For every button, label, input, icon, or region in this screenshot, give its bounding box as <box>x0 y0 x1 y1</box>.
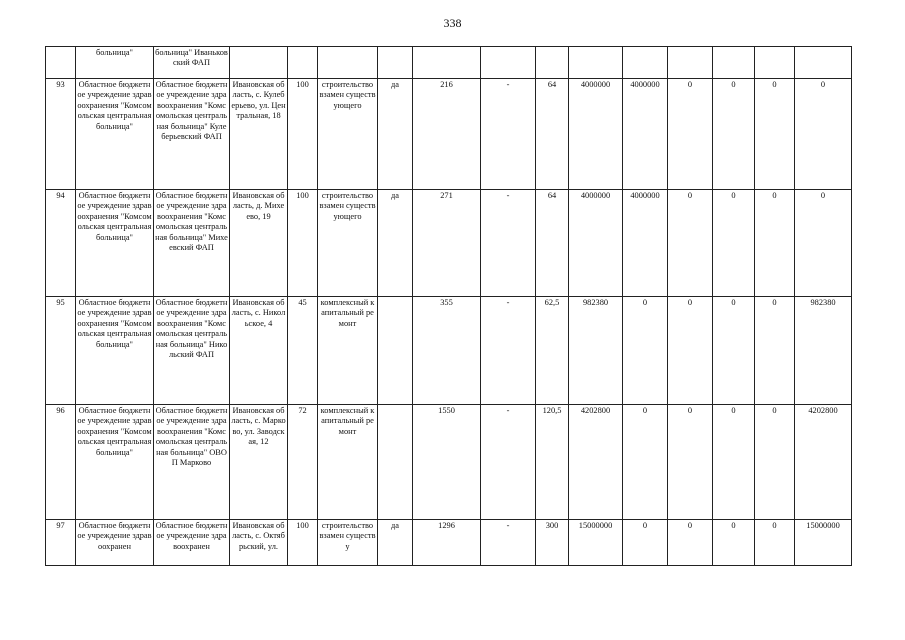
cell-institution: Областное бюджетное учреждение здравоохранения "Комсомольская центральная больница" <box>76 405 154 520</box>
cell-c7 <box>378 47 413 79</box>
cell-c5: 45 <box>288 297 318 405</box>
cell-n: 95 <box>46 297 76 405</box>
cell-c5: 100 <box>288 190 318 297</box>
cell-object: Областное бюджетное учреждение здравоохранения "Комсомольская центральная больница" ОВОП Марково <box>154 405 230 520</box>
cell-c14 <box>713 47 755 79</box>
cell-address: Ивановская область, с. Октябрьский, ул. <box>230 520 288 566</box>
cell-address: Ивановская область, с. Кулеберьево, ул. Центральная, 18 <box>230 79 288 190</box>
cell-c14: 0 <box>713 190 755 297</box>
cell-c16: 4202800 <box>795 405 852 520</box>
cell-c12: 4000000 <box>623 190 668 297</box>
cell-c8: 271 <box>413 190 481 297</box>
cell-c5 <box>288 47 318 79</box>
cell-c16: 15000000 <box>795 520 852 566</box>
cell-c10: 64 <box>536 79 569 190</box>
cell-c7: да <box>378 190 413 297</box>
table-row-continued <box>46 47 852 79</box>
cell-institution: больница" <box>76 47 154 79</box>
cell-c16: 982380 <box>795 297 852 405</box>
cell-c8: 355 <box>413 297 481 405</box>
cell-c5: 100 <box>288 79 318 190</box>
table-row <box>46 297 852 405</box>
cell-n: 94 <box>46 190 76 297</box>
cell-c8: 1296 <box>413 520 481 566</box>
cell-c15: 0 <box>755 79 795 190</box>
cell-c13: 0 <box>668 405 713 520</box>
cell-c9 <box>481 47 536 79</box>
cell-c14: 0 <box>713 297 755 405</box>
cell-c13: 0 <box>668 520 713 566</box>
cell-object: Областное бюджетное учреждение здравоохранения "Комсомольская центральная больница" Михеевский ФАП <box>154 190 230 297</box>
cell-c10 <box>536 47 569 79</box>
cell-c12: 0 <box>623 405 668 520</box>
cell-c11: 4000000 <box>569 190 623 297</box>
cell-c5: 100 <box>288 520 318 566</box>
cell-n: 93 <box>46 79 76 190</box>
cell-institution: Областное бюджетное учреждение здравоохранен <box>76 520 154 566</box>
cell-c10: 62,5 <box>536 297 569 405</box>
cell-c8: 1550 <box>413 405 481 520</box>
cell-address <box>230 47 288 79</box>
cell-institution: Областное бюджетное учреждение здравоохранения "Комсомольская центральная больница" <box>76 190 154 297</box>
cell-c8: 216 <box>413 79 481 190</box>
cell-c14: 0 <box>713 405 755 520</box>
cell-institution: Областное бюджетное учреждение здравоохранения "Комсомольская центральная больница" <box>76 297 154 405</box>
cell-c15: 0 <box>755 190 795 297</box>
cell-c12: 4000000 <box>623 79 668 190</box>
cell-c15: 0 <box>755 405 795 520</box>
cell-c14: 0 <box>713 520 755 566</box>
cell-c15: 0 <box>755 297 795 405</box>
cell-n: 97 <box>46 520 76 566</box>
cell-c12 <box>623 47 668 79</box>
cell-c7 <box>378 405 413 520</box>
page-number: 338 <box>443 16 462 30</box>
cell-c13: 0 <box>668 297 713 405</box>
cell-object: Областное бюджетное учреждение здравоохранения "Комсомольская центральная больница" Никольский ФАП <box>154 297 230 405</box>
table-row <box>46 520 852 566</box>
cell-c11 <box>569 47 623 79</box>
data-table <box>45 46 852 566</box>
cell-c11: 4202800 <box>569 405 623 520</box>
cell-work <box>318 47 378 79</box>
cell-c13 <box>668 47 713 79</box>
cell-c11: 4000000 <box>569 79 623 190</box>
cell-c13: 0 <box>668 79 713 190</box>
cell-n <box>46 47 76 79</box>
cell-c16: 0 <box>795 79 852 190</box>
cell-c9: - <box>481 297 536 405</box>
cell-c7: да <box>378 79 413 190</box>
cell-c14: 0 <box>713 79 755 190</box>
cell-address: Ивановская область, с. Никольское, 4 <box>230 297 288 405</box>
cell-c7 <box>378 297 413 405</box>
cell-work: строительство взамен существу <box>318 520 378 566</box>
cell-object: больница" Иваньковский ФАП <box>154 47 230 79</box>
cell-address: Ивановская область, с. Марково, ул. Заводская, 12 <box>230 405 288 520</box>
cell-c9: - <box>481 405 536 520</box>
cell-c7: да <box>378 520 413 566</box>
cell-n: 96 <box>46 405 76 520</box>
cell-c11: 982380 <box>569 297 623 405</box>
table-row <box>46 190 852 297</box>
cell-c8 <box>413 47 481 79</box>
cell-c5: 72 <box>288 405 318 520</box>
cell-object: Областное бюджетное учреждение здравоохранения "Комсомольская центральная больница" Кулеберьевский ФАП <box>154 79 230 190</box>
cell-work: комплексный капитальный ремонт <box>318 405 378 520</box>
cell-work: строительство взамен существующего <box>318 79 378 190</box>
cell-c16: 0 <box>795 190 852 297</box>
cell-c10: 64 <box>536 190 569 297</box>
cell-c15 <box>755 47 795 79</box>
cell-c12: 0 <box>623 297 668 405</box>
cell-address: Ивановская область, д. Михеево, 19 <box>230 190 288 297</box>
cell-c9: - <box>481 520 536 566</box>
table-row <box>46 405 852 520</box>
cell-work: комплексный капитальный ремонт <box>318 297 378 405</box>
cell-c11: 15000000 <box>569 520 623 566</box>
table-row <box>46 79 852 190</box>
cell-c15: 0 <box>755 520 795 566</box>
cell-object: Областное бюджетное учреждение здравоохранен <box>154 520 230 566</box>
cell-c10: 300 <box>536 520 569 566</box>
cell-c9: - <box>481 79 536 190</box>
cell-work: строительство взамен существующего <box>318 190 378 297</box>
cell-c13: 0 <box>668 190 713 297</box>
cell-c10: 120,5 <box>536 405 569 520</box>
cell-c9: - <box>481 190 536 297</box>
cell-c12: 0 <box>623 520 668 566</box>
cell-c16 <box>795 47 852 79</box>
cell-institution: Областное бюджетное учреждение здравоохранения "Комсомольская центральная больница" <box>76 79 154 190</box>
